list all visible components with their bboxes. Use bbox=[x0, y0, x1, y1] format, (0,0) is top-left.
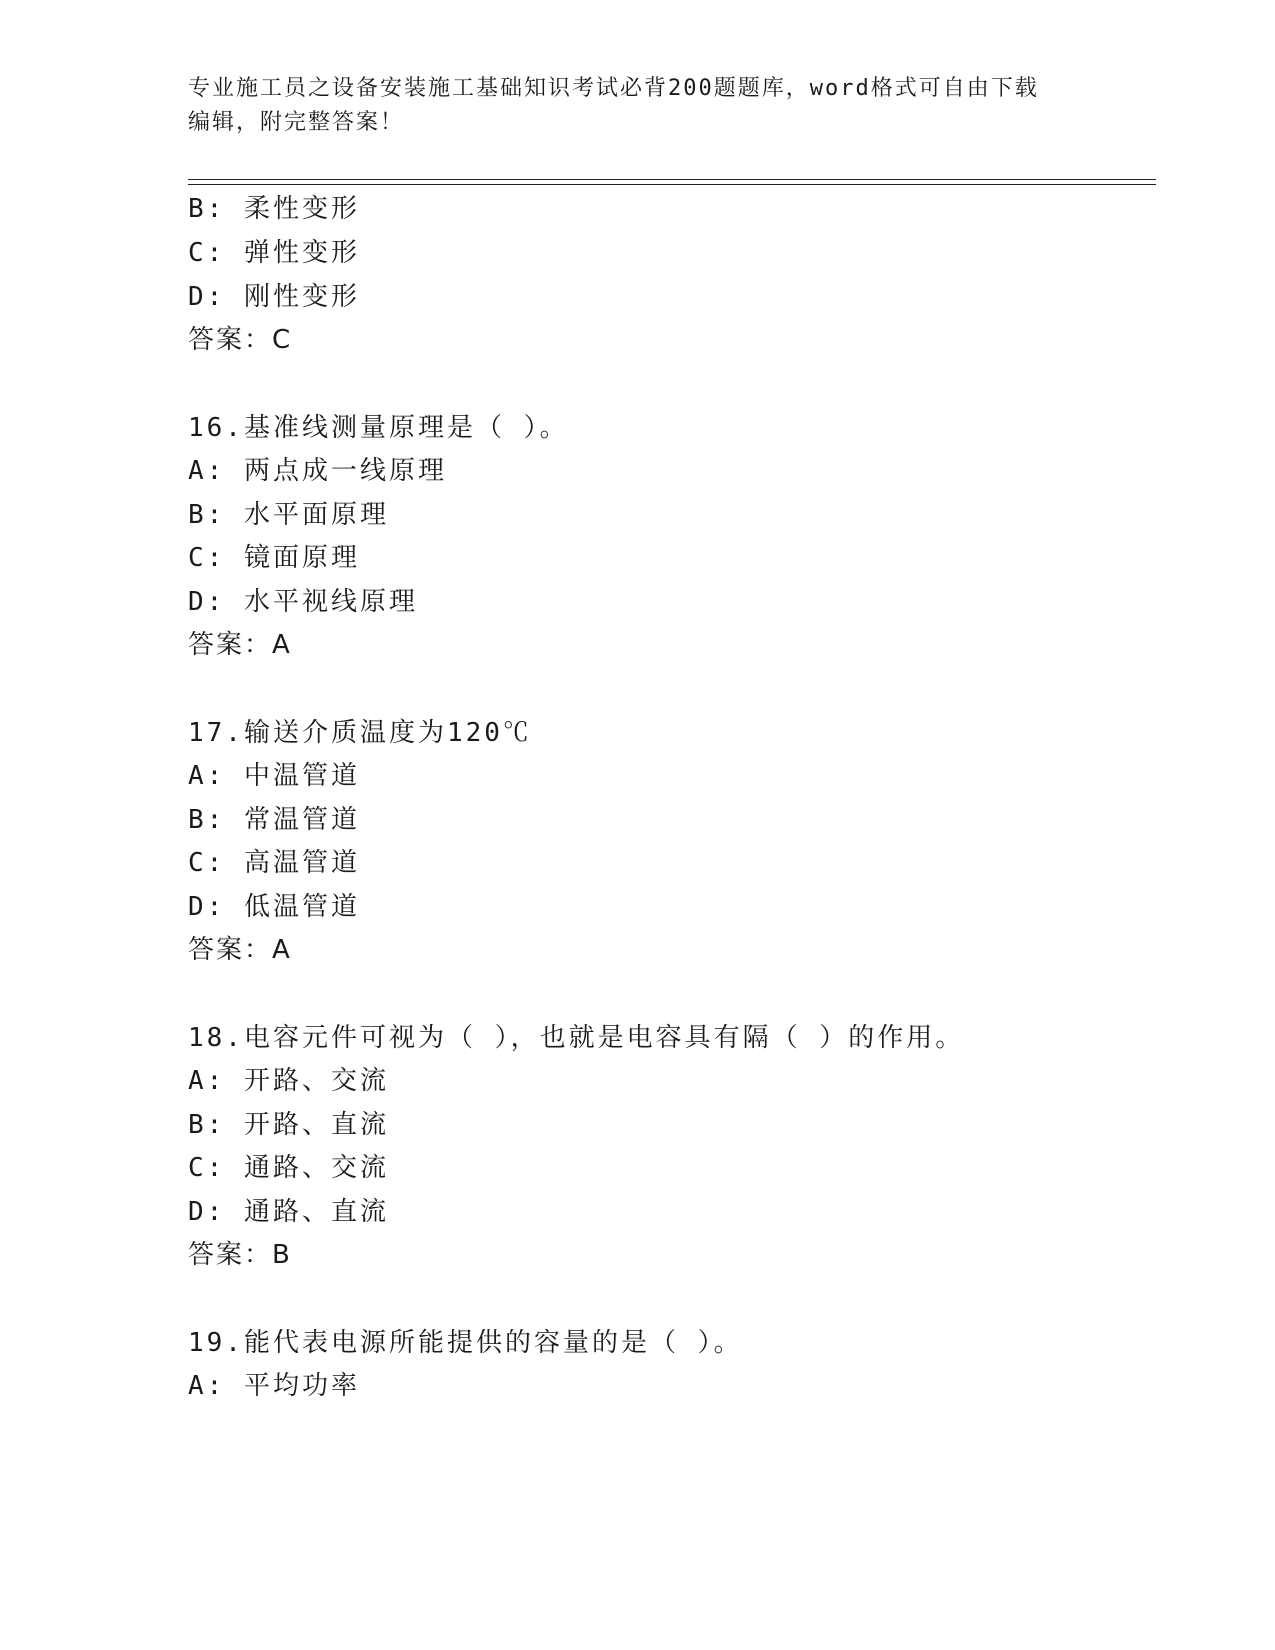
q17-option-b: B: 常温管道 bbox=[188, 805, 360, 835]
q16-option-d: D: 水平视线原理 bbox=[188, 587, 418, 617]
header-divider-top bbox=[188, 179, 1156, 180]
q18-answer: 答案：B bbox=[188, 1240, 292, 1270]
q15-option-c: C: 弹性变形 bbox=[188, 238, 360, 268]
q16-answer: 答案：A bbox=[188, 630, 292, 660]
q17-option-a: A: 中温管道 bbox=[188, 761, 360, 791]
header-divider-bottom bbox=[188, 184, 1156, 185]
q18-option-b: B: 开路、直流 bbox=[188, 1110, 389, 1140]
q17-answer: 答案：A bbox=[188, 935, 292, 965]
q15-option-b: B: 柔性变形 bbox=[188, 194, 360, 224]
q18-question: 18.电容元件可视为（ ），也就是电容具有隔（ ）的作用。 bbox=[188, 1023, 965, 1053]
q15-answer: 答案：C bbox=[188, 325, 293, 355]
q17-question: 17.输送介质温度为120℃ bbox=[188, 718, 532, 748]
header-title-line1: 专业施工员之设备安装施工基础知识考试必背200题题库，word格式可自由下载 bbox=[188, 76, 1039, 101]
header-title-line2: 编辑，附完整答案！ bbox=[188, 110, 405, 135]
q16-question: 16.基准线测量原理是（ ）。 bbox=[188, 413, 569, 443]
q16-option-b: B: 水平面原理 bbox=[188, 500, 389, 530]
q19-option-a: A: 平均功率 bbox=[188, 1371, 360, 1401]
q17-option-c: C: 高温管道 bbox=[188, 848, 360, 878]
q18-option-a: A: 开路、交流 bbox=[188, 1066, 389, 1096]
q18-option-c: C: 通路、交流 bbox=[188, 1153, 389, 1183]
q17-option-d: D: 低温管道 bbox=[188, 892, 360, 922]
q19-question: 19.能代表电源所能提供的容量的是（ ）。 bbox=[188, 1328, 743, 1358]
q16-option-a: A: 两点成一线原理 bbox=[188, 456, 447, 486]
document-header bbox=[188, 72, 1088, 140]
q16-option-c: C: 镜面原理 bbox=[188, 543, 360, 573]
q15-option-d: D: 刚性变形 bbox=[188, 282, 360, 312]
q18-option-d: D: 通路、直流 bbox=[188, 1197, 389, 1227]
